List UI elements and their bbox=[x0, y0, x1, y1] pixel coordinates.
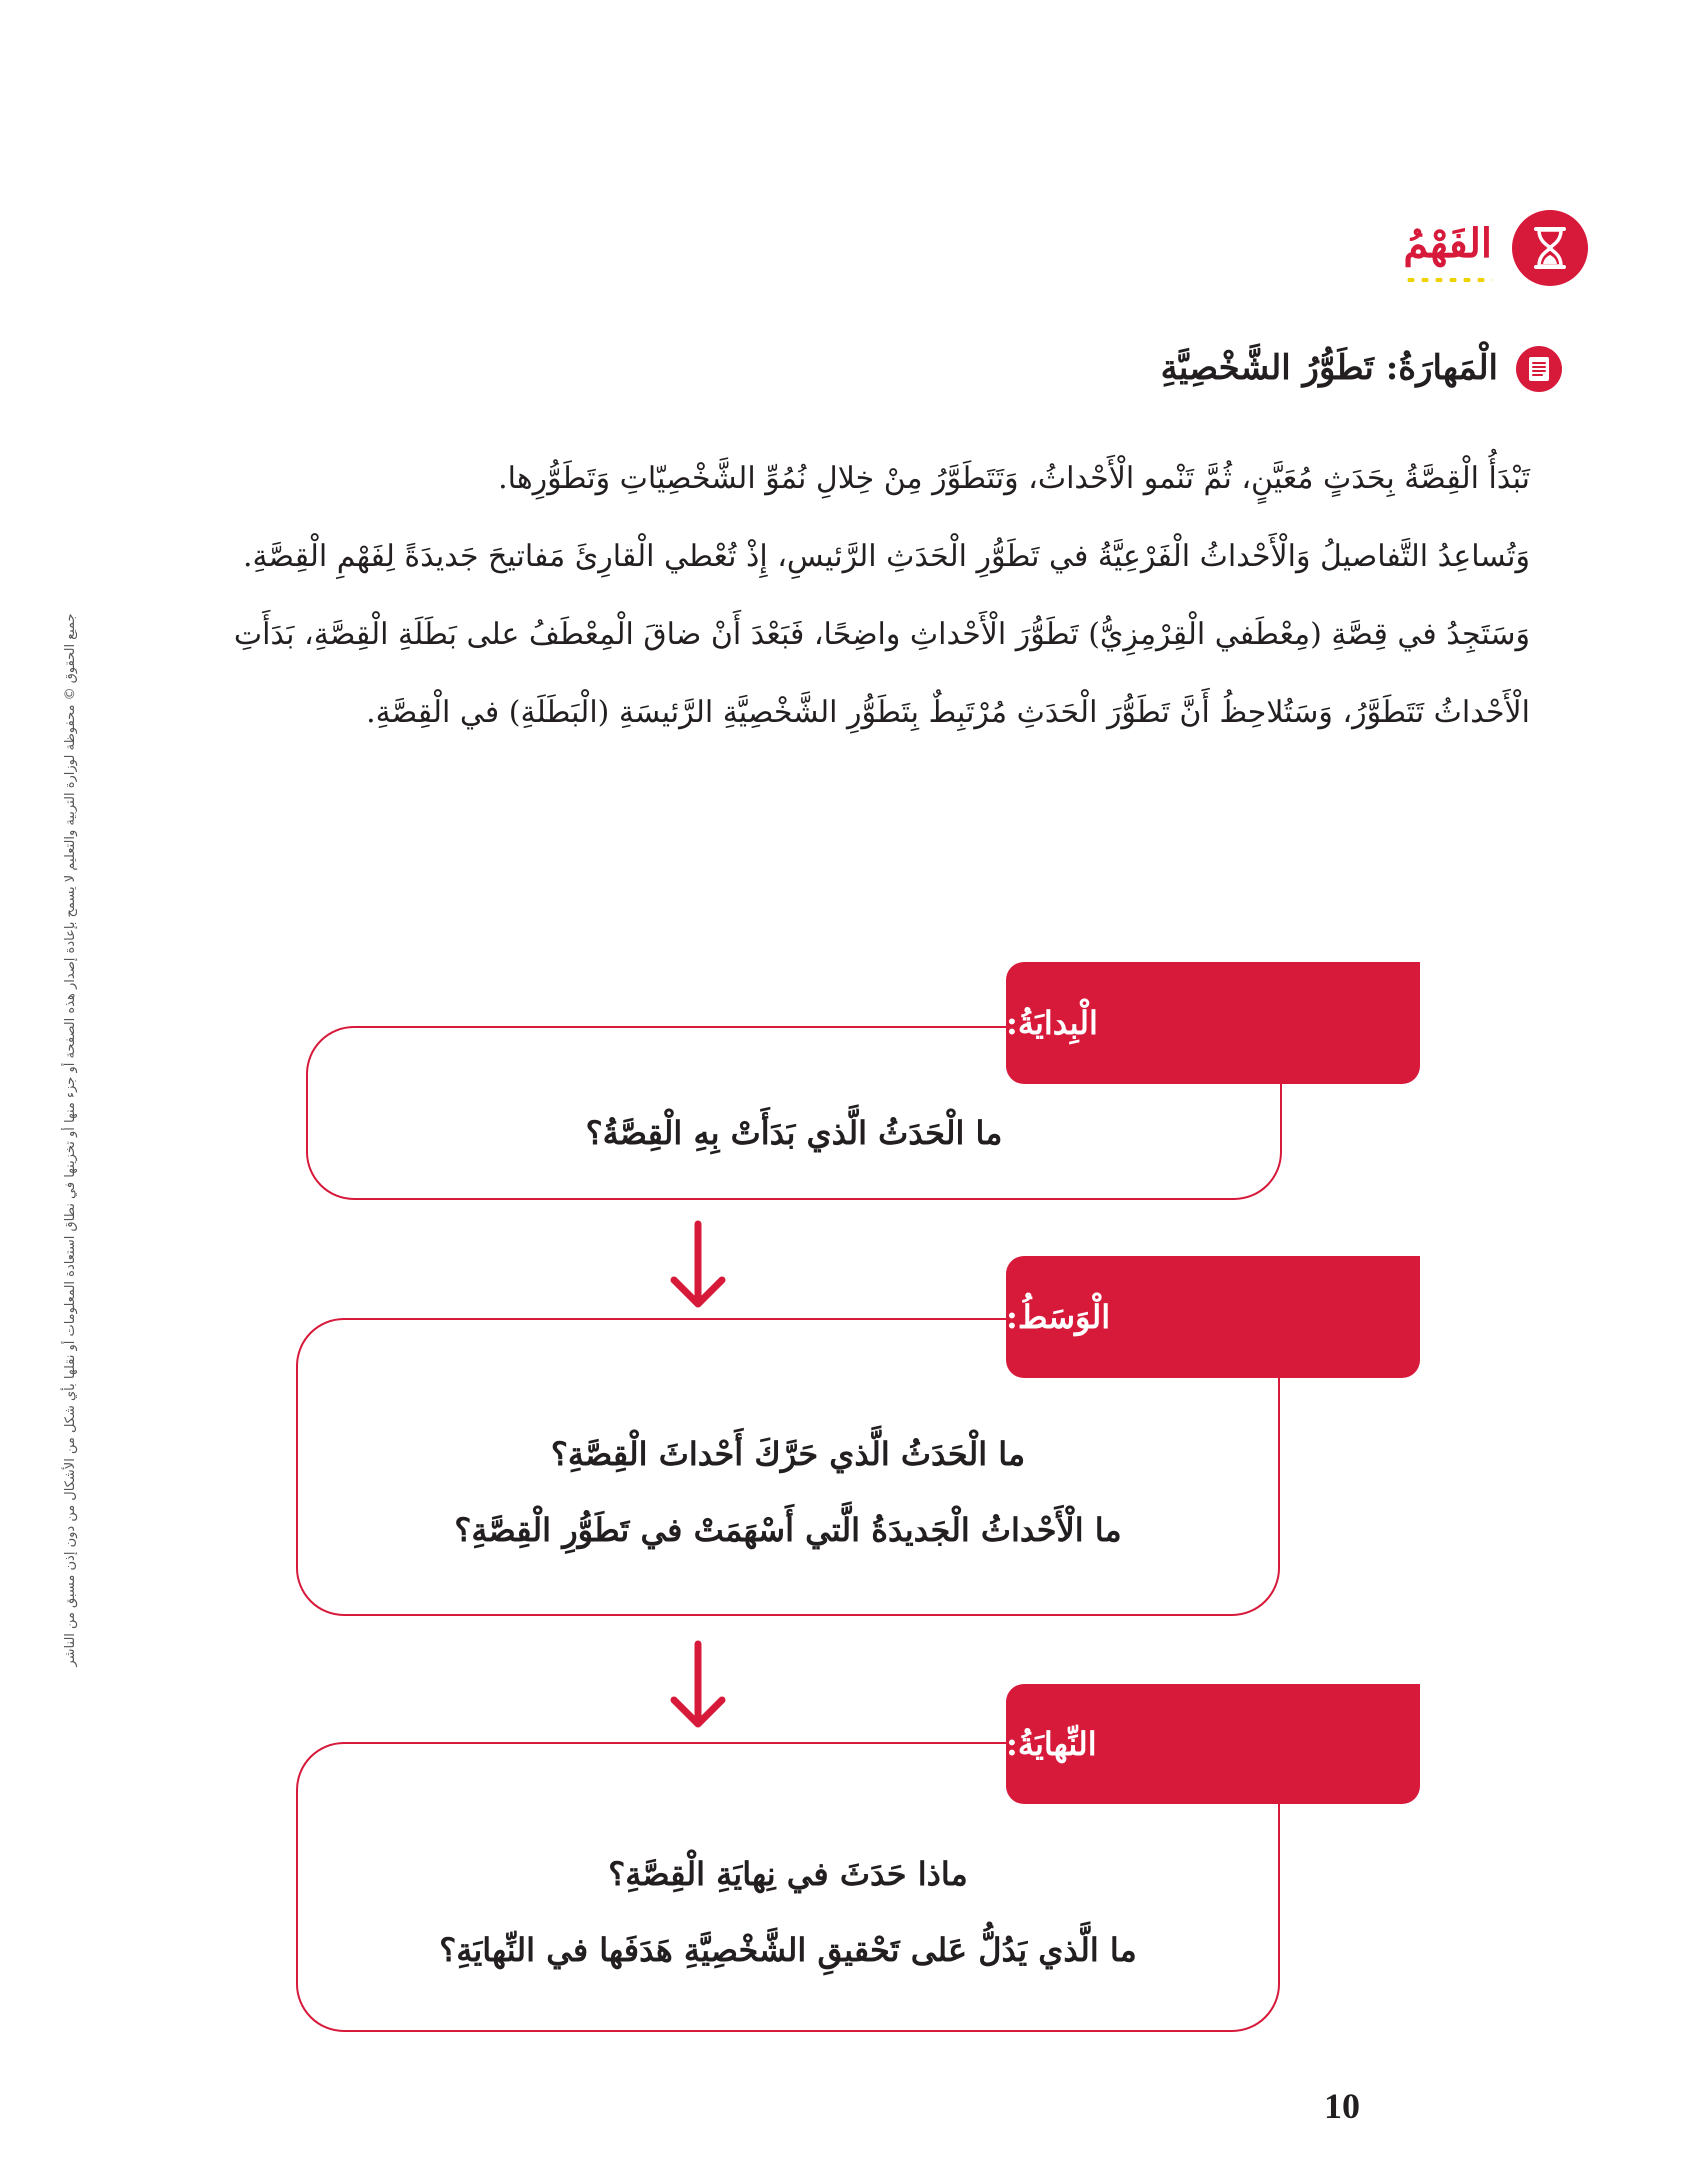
intro-paragraph: تَبْدَأُ الْقِصَّةُ بِحَدَثٍ مُعَيَّنٍ، ثُمَّ تَنْمو الْأَحْداثُ، وَتَتَطَوَّرُ مِنْ خِلالِ نُمُوِّ الشَّخْصِيّاتِ وَتَطَوُّرِها. bbox=[498, 461, 1530, 496]
intro-paragraph: وَتُساعِدُ التَّفاصيلُ وَالْأَحْداثُ الْفَرْعِيَّةُ في تَطَوُّرِ الْحَدَثِ الرَّئيسِ، إِذْ تُعْطي الْقارِئَ مَفاتيحَ جَديدَةً لِفَهْمِ الْقِصَّةِ. bbox=[242, 539, 1530, 574]
section-title: الفَهْمُ bbox=[1403, 220, 1492, 267]
stage-question: ماذا حَدَثَ في نِهايَةِ الْقِصَّةِ؟ bbox=[608, 1855, 968, 1893]
skill-title: الْمَهارَةُ: تَطَوُّرُ الشَّخْصِيَّةِ bbox=[1160, 348, 1498, 388]
title-underline-dots bbox=[1404, 278, 1492, 282]
skill-header bbox=[762, 342, 1562, 394]
copyright-side-note: جميع الحقوق © محفوظة لوزارة التربية والتعليم لا يسمح بإعادة إصدار هذه الصفحة أو جزء منها أو تخزينها في نطاق استعادة المعلومات أو نقلها بأي شكل من الأشكال من دون إذن مسبق من الناشر bbox=[63, 613, 78, 1667]
hourglass-icon bbox=[1512, 210, 1588, 286]
page-number: 10 bbox=[1324, 2086, 1360, 2126]
arrow-down-icon bbox=[668, 1220, 728, 1310]
stage-question: ما الَّذي يَدُلُّ عَلى تَحْقيقِ الشَّخْصِيَّةِ هَدَفَها في النِّهايَةِ؟ bbox=[439, 1931, 1137, 1969]
stage-end-label: النِّهايَةُ: bbox=[1006, 1684, 1420, 1804]
stage-beginning-label: الْبِدايَةُ: bbox=[1006, 962, 1420, 1084]
intro-text bbox=[230, 440, 1530, 752]
section-header bbox=[1188, 210, 1588, 290]
stage-question: ما الْحَدَثُ الَّذي بَدَأَتْ بِهِ الْقِصَّةُ؟ bbox=[585, 1114, 1003, 1152]
stage-middle-label: الْوَسَطُ: bbox=[1006, 1256, 1420, 1378]
stage-question: ما الْأَحْداثُ الْجَديدَةُ الَّتي أَسْهَمَتْ في تَطَوُّرِ الْقِصَّةِ؟ bbox=[454, 1511, 1122, 1549]
notepad-icon bbox=[1516, 346, 1562, 392]
intro-paragraph: وَسَتَجِدُ في قِصَّةِ (مِعْطَفي الْقِرْمِزِيُّ) تَطَوُّرَ الْأَحْداثِ واضِحًا، فَبَعْدَ أَنْ ضاقَ الْمِعْطَفُ على بَطَلَةِ الْقِصَّةِ، بَدَأَتِ الْأَحْداثُ تَتَطَوَّرُ، وَسَتُلاحِظُ أَنَّ تَطَوُّرَ الْحَدَثِ مُرْتَبِطٌ بِتَطَوُّرِ الشَّخْصِيَّةِ الرَّئيسَةِ (الْبَطَلَةِ) في الْقِصَّةِ. bbox=[233, 617, 1530, 730]
stage-question: ما الْحَدَثُ الَّذي حَرَّكَ أَحْداثَ الْقِصَّةِ؟ bbox=[550, 1435, 1026, 1473]
arrow-down-icon bbox=[668, 1640, 728, 1730]
